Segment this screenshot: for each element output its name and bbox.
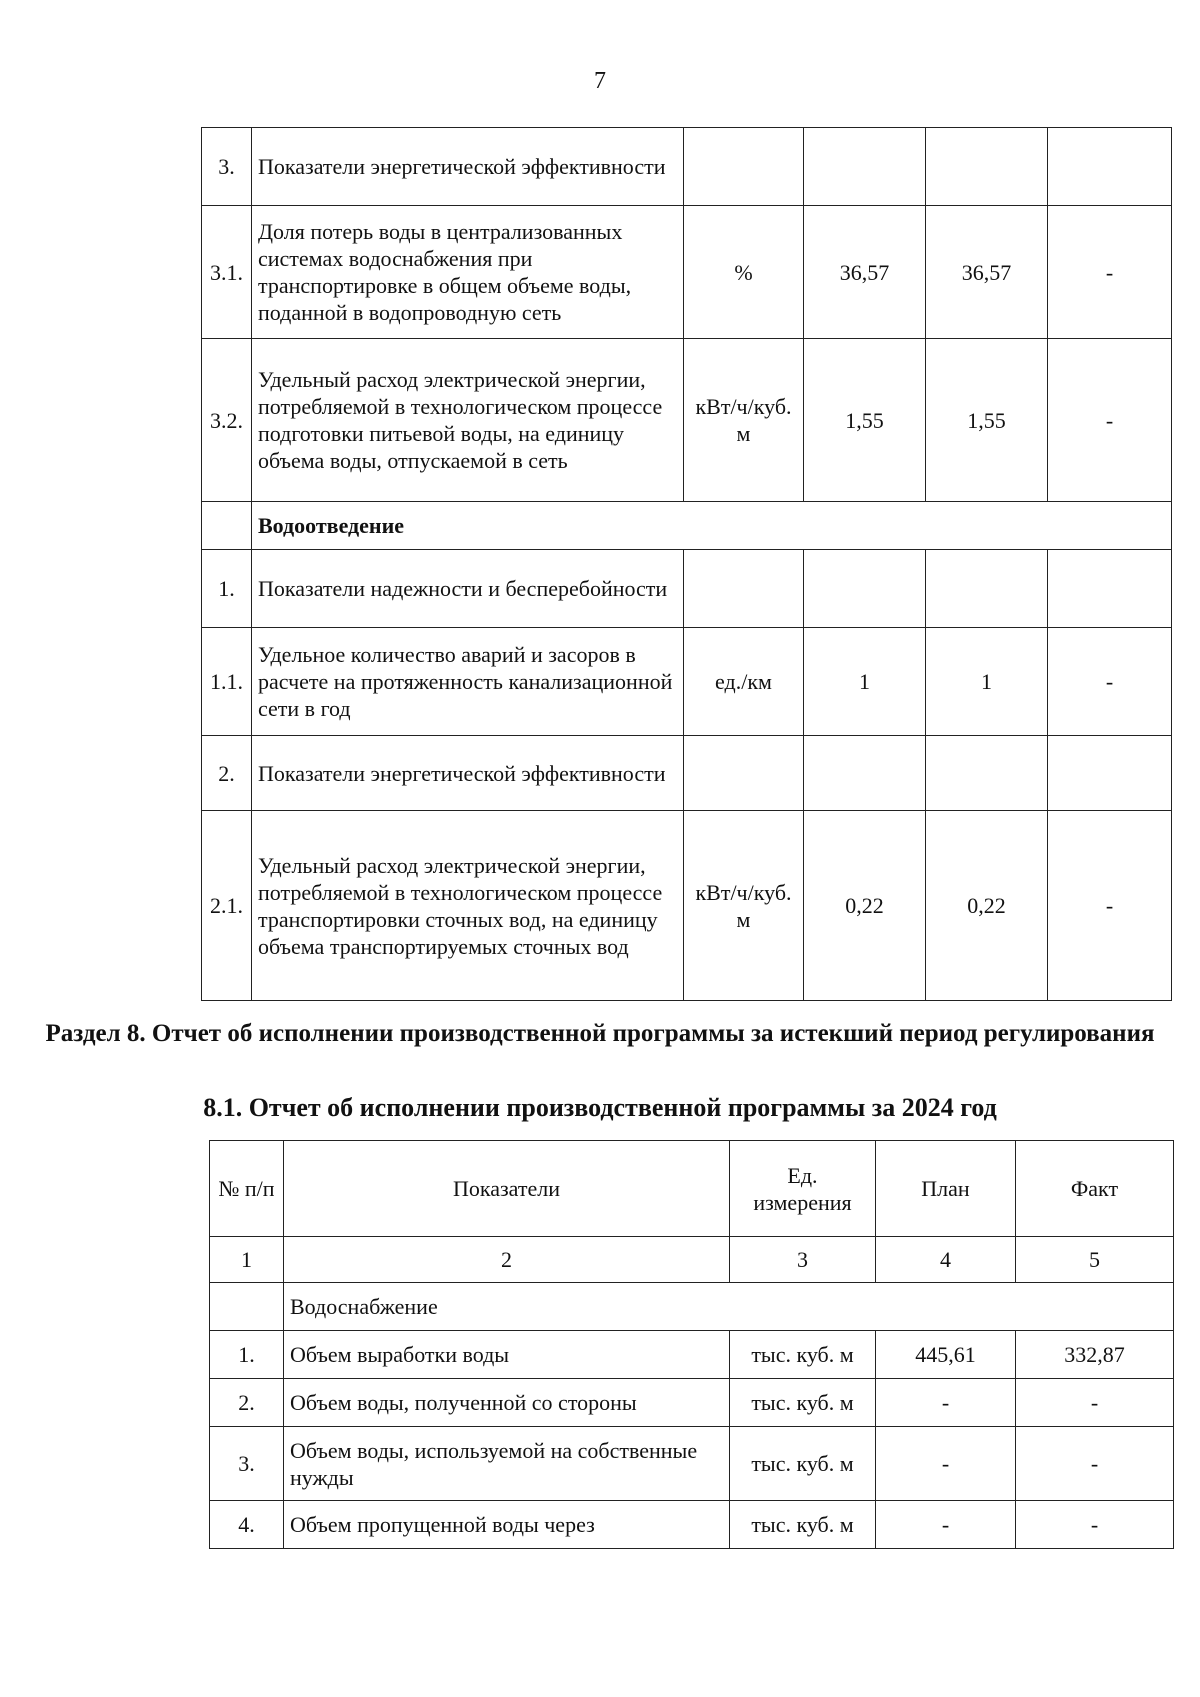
indicator-name: Доля потерь воды в централизованных системах водоснабжения при транспортировке в общем объеме воды, поданной в водопроводную сеть (252, 206, 684, 339)
indicators-table (201, 127, 1172, 1001)
plan-cell: 445,61 (876, 1331, 1016, 1379)
unit-cell: тыс. куб. м (730, 1427, 876, 1501)
unit-cell (684, 736, 804, 811)
indicator-name: Объем воды, полученной со стороны (284, 1379, 730, 1427)
unit-cell: % (684, 206, 804, 339)
table-row (210, 1331, 1174, 1379)
fact-cell: 0,22 (926, 811, 1048, 1001)
deviation-cell: - (1048, 811, 1172, 1001)
table-row (202, 128, 1172, 206)
indicator-name: Удельный расход электрической энергии, потребляемой в технологическом процессе подготовки питьевой воды, на единицу объема воды, отпускаемой в сеть (252, 339, 684, 502)
plan-cell: 36,57 (804, 206, 926, 339)
column-number: 4 (876, 1237, 1016, 1283)
fact-cell: - (1016, 1501, 1174, 1549)
row-number: 1. (210, 1331, 284, 1379)
plan-cell: 1 (804, 628, 926, 736)
row-number: 3. (210, 1427, 284, 1501)
fact-cell: 36,57 (926, 206, 1048, 339)
column-number: 1 (210, 1237, 284, 1283)
row-number: 2.1. (202, 811, 252, 1001)
unit-cell: тыс. куб. м (730, 1501, 876, 1549)
fact-cell (926, 128, 1048, 206)
indicator-name: Объем выработки воды (284, 1331, 730, 1379)
section-8-1-title: 8.1. Отчет об исполнении производственной программы за 2024 год (203, 1093, 997, 1122)
row-number: 2. (210, 1379, 284, 1427)
row-number: 1. (202, 550, 252, 628)
indicator-name: Показатели надежности и бесперебойности (252, 550, 684, 628)
plan-cell: 1,55 (804, 339, 926, 502)
row-number: 4. (210, 1501, 284, 1549)
header-num: № п/п (210, 1141, 284, 1237)
fact-cell: 1 (926, 628, 1048, 736)
section-8-title: Раздел 8. Отчет об исполнении производственной программы за истекший период регулирования (45, 1020, 1155, 1047)
unit-cell: кВт/ч/куб. м (684, 339, 804, 502)
plan-cell (804, 128, 926, 206)
indicator-name: Объем пропущенной воды через (284, 1501, 730, 1549)
deviation-cell (1048, 128, 1172, 206)
deviation-cell: - (1048, 628, 1172, 736)
column-number: 3 (730, 1237, 876, 1283)
indicator-name: Удельное количество аварий и засоров в расчете на протяженность канализационной сети в год (252, 628, 684, 736)
row-number: 3. (202, 128, 252, 206)
unit-cell: тыс. куб. м (730, 1331, 876, 1379)
table-row (202, 550, 1172, 628)
table-row (202, 628, 1172, 736)
indicator-name: Показатели энергетической эффективности (252, 128, 684, 206)
column-number: 5 (1016, 1237, 1174, 1283)
unit-cell (684, 128, 804, 206)
indicator-name: Удельный расход электрической энергии, потребляемой в технологическом процессе транспортировки сточных вод, на единицу объема транспортируемых сточных вод (252, 811, 684, 1001)
deviation-cell (1048, 550, 1172, 628)
header-indicator: Показатели (284, 1141, 730, 1237)
column-number: 2 (284, 1237, 730, 1283)
table-row (210, 1501, 1174, 1549)
indicator-name: Показатели энергетической эффективности (252, 736, 684, 811)
unit-cell: тыс. куб. м (730, 1379, 876, 1427)
table-row (210, 1427, 1174, 1501)
table-row (202, 339, 1172, 502)
row-number: 3.1. (202, 206, 252, 339)
table-header-row (210, 1141, 1174, 1237)
column-number-row (210, 1237, 1174, 1283)
fact-cell (926, 736, 1048, 811)
table-row (202, 206, 1172, 339)
production-report-table (209, 1140, 1174, 1549)
fact-cell: 332,87 (1016, 1331, 1174, 1379)
unit-cell: ед./км (684, 628, 804, 736)
section-row (210, 1283, 1174, 1331)
deviation-cell: - (1048, 206, 1172, 339)
header-fact: Факт (1016, 1141, 1174, 1237)
fact-cell (926, 550, 1048, 628)
header-unit: Ед. измерения (730, 1141, 876, 1237)
plan-cell: - (876, 1379, 1016, 1427)
deviation-cell: - (1048, 339, 1172, 502)
fact-cell: - (1016, 1427, 1174, 1501)
unit-cell (684, 550, 804, 628)
table-row (202, 811, 1172, 1001)
row-number: 3.2. (202, 339, 252, 502)
row-number: 2. (202, 736, 252, 811)
table-row (210, 1379, 1174, 1427)
plan-cell: - (876, 1427, 1016, 1501)
section-label: Водоотведение (252, 502, 1172, 550)
header-plan: План (876, 1141, 1016, 1237)
deviation-cell (1048, 736, 1172, 811)
table-row (202, 736, 1172, 811)
fact-cell: 1,55 (926, 339, 1048, 502)
unit-cell: кВт/ч/куб. м (684, 811, 804, 1001)
section-label: Водоснабжение (284, 1283, 1174, 1331)
row-number: 1.1. (202, 628, 252, 736)
section-row (202, 502, 1172, 550)
plan-cell: - (876, 1501, 1016, 1549)
plan-cell (804, 736, 926, 811)
page-number: 7 (594, 68, 606, 94)
fact-cell: - (1016, 1379, 1174, 1427)
plan-cell (804, 550, 926, 628)
plan-cell: 0,22 (804, 811, 926, 1001)
indicator-name: Объем воды, используемой на собственные нужды (284, 1427, 730, 1501)
